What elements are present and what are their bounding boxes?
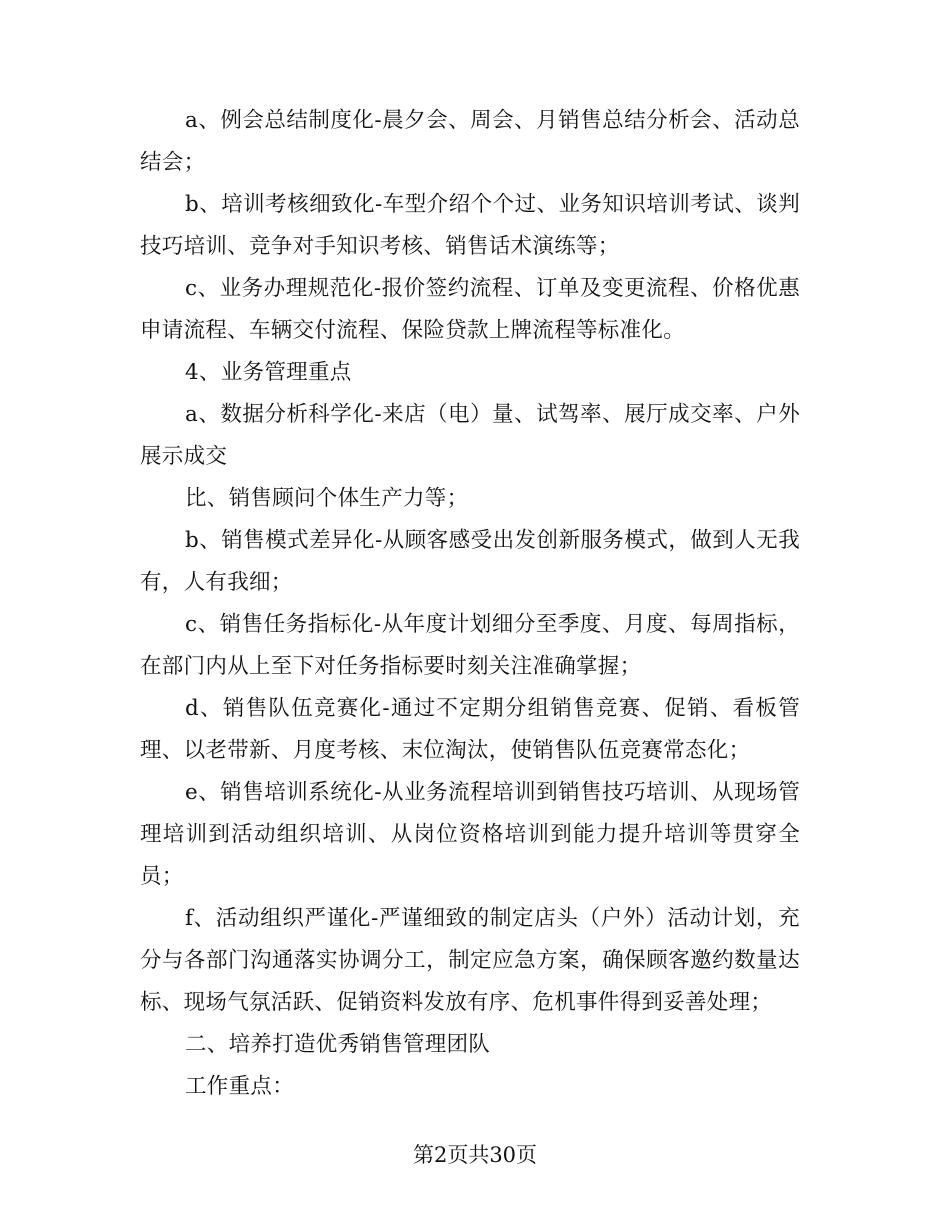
paragraph-data-analysis: a、数据分析科学化-来店（电）量、试驾率、展厅成交率、户外展示成交 bbox=[140, 402, 800, 469]
subheading-work-focus: 工作重点： bbox=[185, 1074, 295, 1099]
paragraph-business-process: c、业务办理规范化-报价签约流程、订单及变更流程、价格优惠申请流程、车辆交付流程、保险贷款上牌流程等标准化。 bbox=[140, 276, 800, 343]
paragraph-event-organization: f、活动组织严谨化-严谨细致的制定店头（户外）活动计划，充分与各部门沟通落实协调分工，制定应急方案，确保顾客邀约数量达标、现场气氛活跃、促销资料发放有序、危机事件得到妥善处理； bbox=[140, 906, 800, 1015]
paragraph-meeting-summary: a、例会总结制度化-晨夕会、周会、月销售总结分析会、活动总结会； bbox=[140, 108, 800, 175]
section-heading-management-team: 二、培养打造优秀销售管理团队 bbox=[185, 1032, 491, 1057]
body-text bbox=[140, 100, 800, 1108]
paragraph-sales-competition: d、销售队伍竞赛化-通过不定期分组销售竞赛、促销、看板管理、以老带新、月度考核、末位淘汰，使销售队伍竞赛常态化； bbox=[140, 696, 800, 763]
paragraph-sales-model: b、销售模式差异化-从顾客感受出发创新服务模式，做到人无我有，人有我细； bbox=[140, 528, 800, 595]
paragraph-sales-targets: c、销售任务指标化-从年度计划细分至季度、月度、每周指标，在部门内从上至下对任务指标要时刻关注准确掌握； bbox=[140, 612, 800, 679]
page-number-footer: 第2页共30页 bbox=[412, 1143, 538, 1167]
paragraph-training-assessment: b、培训考核细致化-车型介绍个个过、业务知识培训考试、谈判技巧培训、竞争对手知识考核、销售话术演练等； bbox=[140, 192, 800, 259]
section-heading-business-management: 4、业务管理重点 bbox=[185, 360, 352, 385]
paragraph-sales-training: e、销售培训系统化-从业务流程培训到销售技巧培训、从现场管理培训到活动组织培训、从岗位资格培训到能力提升培训等贯穿全员； bbox=[140, 780, 800, 889]
paragraph-data-analysis-continued: 比、销售顾问个体生产力等； bbox=[185, 486, 469, 511]
